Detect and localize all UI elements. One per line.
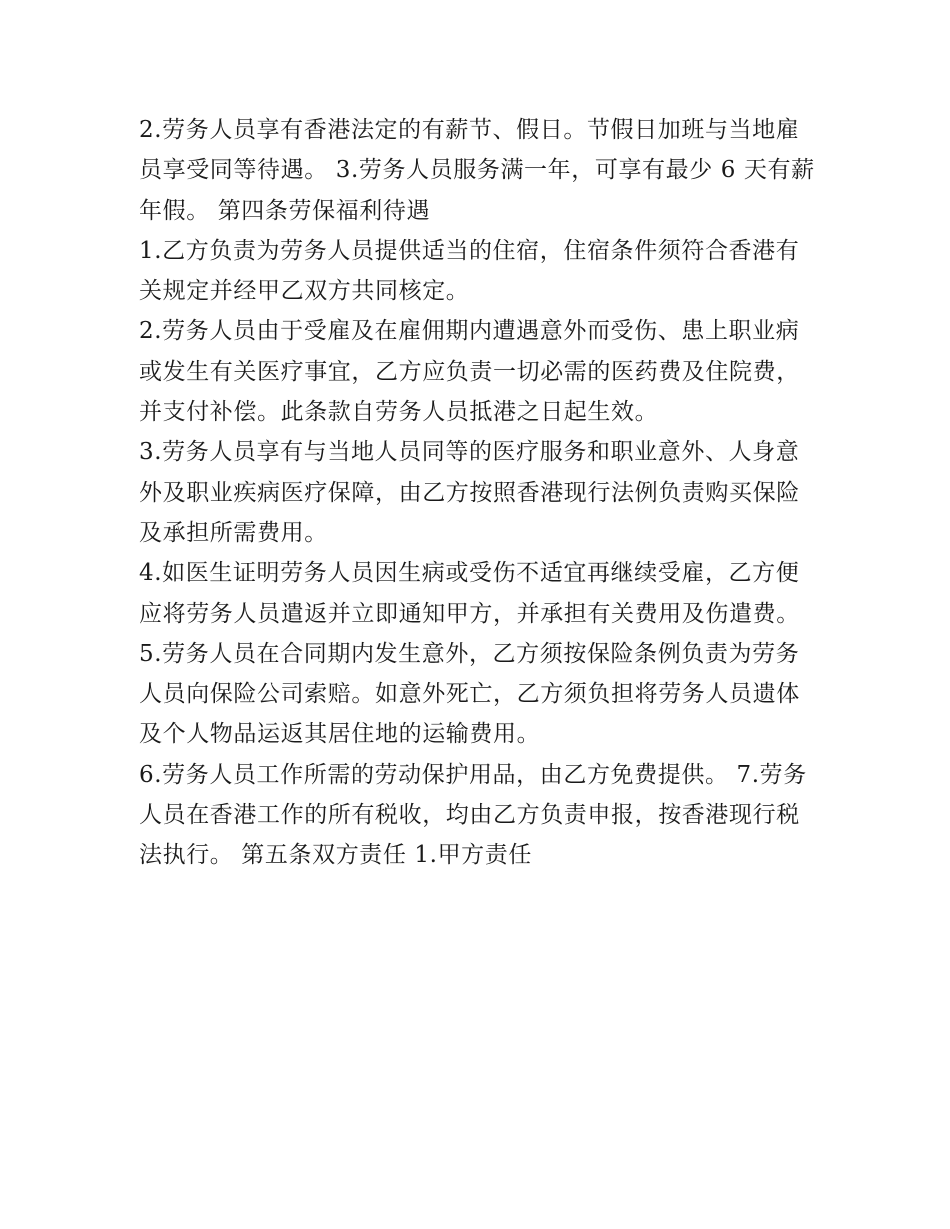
- paragraph-insurance: 3.劳务人员享有与当地人员同等的医疗服务和职业意外、人身意外及职业疾病医疗保障，由乙方按照香港现行法例负责购买保险及承担所需费用。: [139, 439, 800, 546]
- paragraph-accommodation: 1.乙方负责为劳务人员提供适当的住宿，住宿条件须符合香港有关规定并经甲乙双方共同核定。: [139, 237, 800, 305]
- paragraph-protection-tax: 6.劳务人员工作所需的劳动保护用品，由乙方免费提供。 7.劳务人员在香港工作的所有税收，均由乙方负责申报，按香港现行税法执行。 第五条双方责任 1.甲方责任: [139, 761, 807, 869]
- paragraph-holiday-leave: 2.劳务人员享有香港法定的有薪节、假日。节假日加班与当地雇员享受同等待遇。 3.劳务人员服务满一年，可享有最少 6 天有薪年假。 第四条劳保福利待遇: [139, 117, 815, 224]
- paragraph-injury-medical: 2.劳务人员由于受雇及在雇佣期内遭遇意外而受伤、患上职业病或发生有关医疗事宜，乙方应负责一切必需的医药费及住院费，并支付补偿。此条款自劳务人员抵港之日起生效。: [139, 318, 800, 426]
- paragraph-repatriation: 4.如医生证明劳务人员因生病或受伤不适宜再继续受雇，乙方便应将劳务人员遣返并立即通知甲方，并承担有关费用及伤遣费。: [139, 560, 800, 627]
- document-body: [139, 110, 819, 876]
- paragraph-accident-claim: 5.劳务人员在合同期内发生意外，乙方须按保险条例负责为劳务人员向保险公司索赔。如意外死亡，乙方须负担将劳务人员遗体及个人物品运返其居住地的运输费用。: [139, 640, 800, 748]
